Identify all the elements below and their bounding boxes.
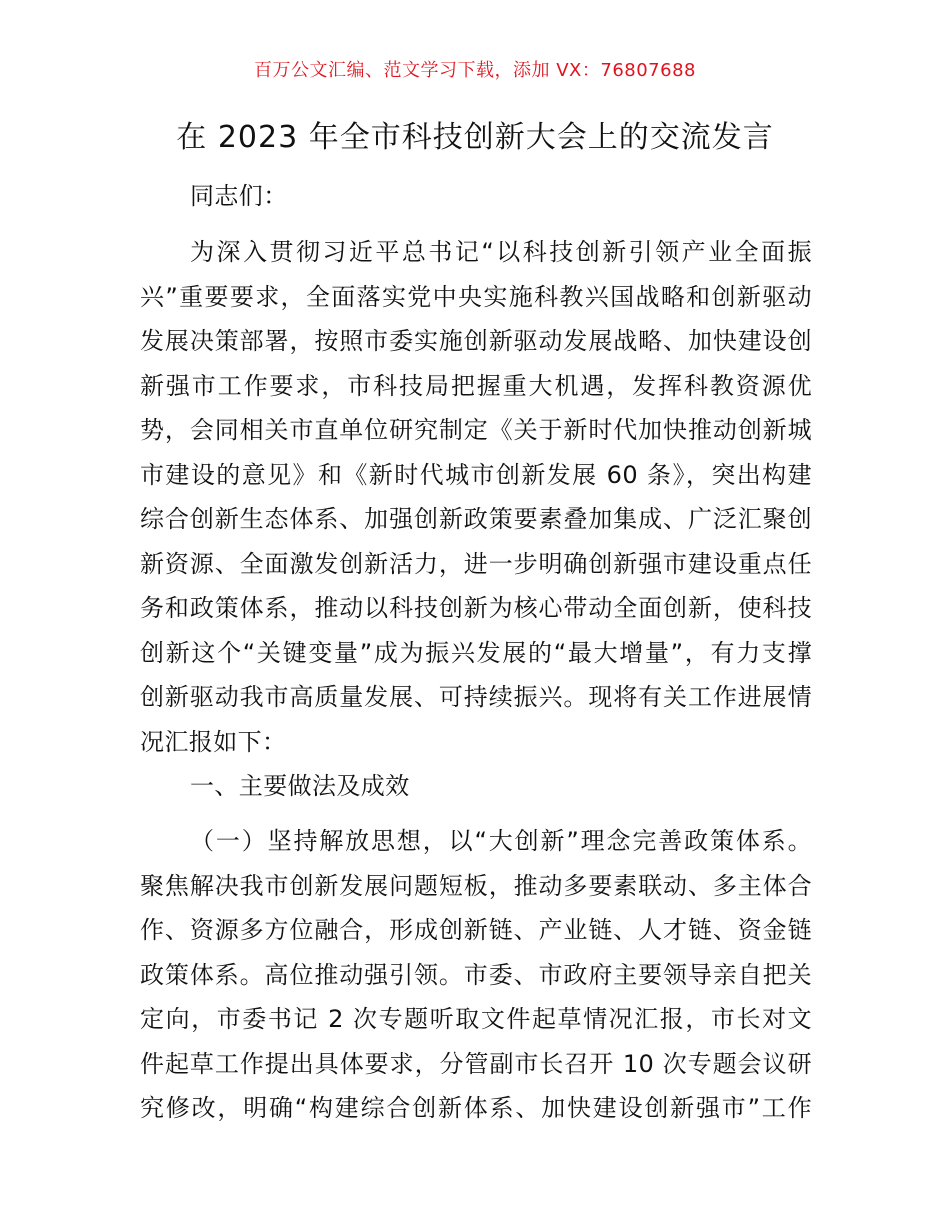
text-line: 发展决策部署，按照市委实施创新驱动发展战略、加快建设创: [140, 327, 812, 355]
text-line: 同志们：: [190, 182, 288, 210]
text-line: 综合创新生态体系、加强创新政策要素叠加集成、广泛汇聚创: [140, 505, 812, 533]
text-line: 为深入贯彻习近平总书记“以科技创新引领产业全面振: [190, 238, 812, 266]
section-heading: 一、主要做法及成效: [190, 772, 410, 800]
text-line: 件起草工作提出具体要求，分管副市长召开 10 次专题会议研: [140, 1050, 812, 1078]
text-line: 新强市工作要求，市科技局把握重大机遇，发挥科教资源优: [140, 372, 812, 400]
subsection-heading: （一）坚持解放思想，以“大创新”理念完善政策体系。: [190, 827, 812, 855]
text-line: 势，会同相关市直单位研究制定《关于新时代加快推动创新城: [140, 416, 812, 444]
text-line: 创新这个“关键变量”成为振兴发展的“最大增量”，有力支撑: [140, 639, 812, 667]
promo-banner: 百万公文汇编、范文学习下载，添加 VX：76807688: [254, 60, 696, 81]
text-line: 况汇报如下：: [140, 728, 287, 756]
text-line: 新资源、全面激发创新活力，进一步明确创新强市建设重点任: [140, 550, 812, 578]
text-line: 务和政策体系，推动以科技创新为核心带动全面创新，使科技: [140, 594, 812, 622]
text-line: 究修改，明确“构建综合创新体系、加快建设创新强市”工作: [140, 1094, 812, 1122]
text-line: 聚焦解决我市创新发展问题短板，推动多要素联动、多主体合: [140, 872, 812, 900]
text-line: 创新驱动我市高质量发展、可持续振兴。现将有关工作进展情: [140, 683, 812, 711]
text-line: 政策体系。高位推动强引领。市委、市政府主要领导亲自把关: [140, 961, 812, 989]
text-line: 市建设的意见》和《新时代城市创新发展 60 条》，突出构建: [140, 461, 812, 489]
page-title: 在 2023 年全市科技创新大会上的交流发言: [176, 120, 774, 155]
text-line: 作、资源多方位融合，形成创新链、产业链、人才链、资金链: [140, 916, 812, 944]
text-line: 定向，市委书记 2 次专题听取文件起草情况汇报，市长对文: [140, 1005, 812, 1033]
text-line: 兴”重要要求，全面落实党中央实施科教兴国战略和创新驱动: [140, 283, 812, 311]
salutation: [140, 176, 812, 211]
